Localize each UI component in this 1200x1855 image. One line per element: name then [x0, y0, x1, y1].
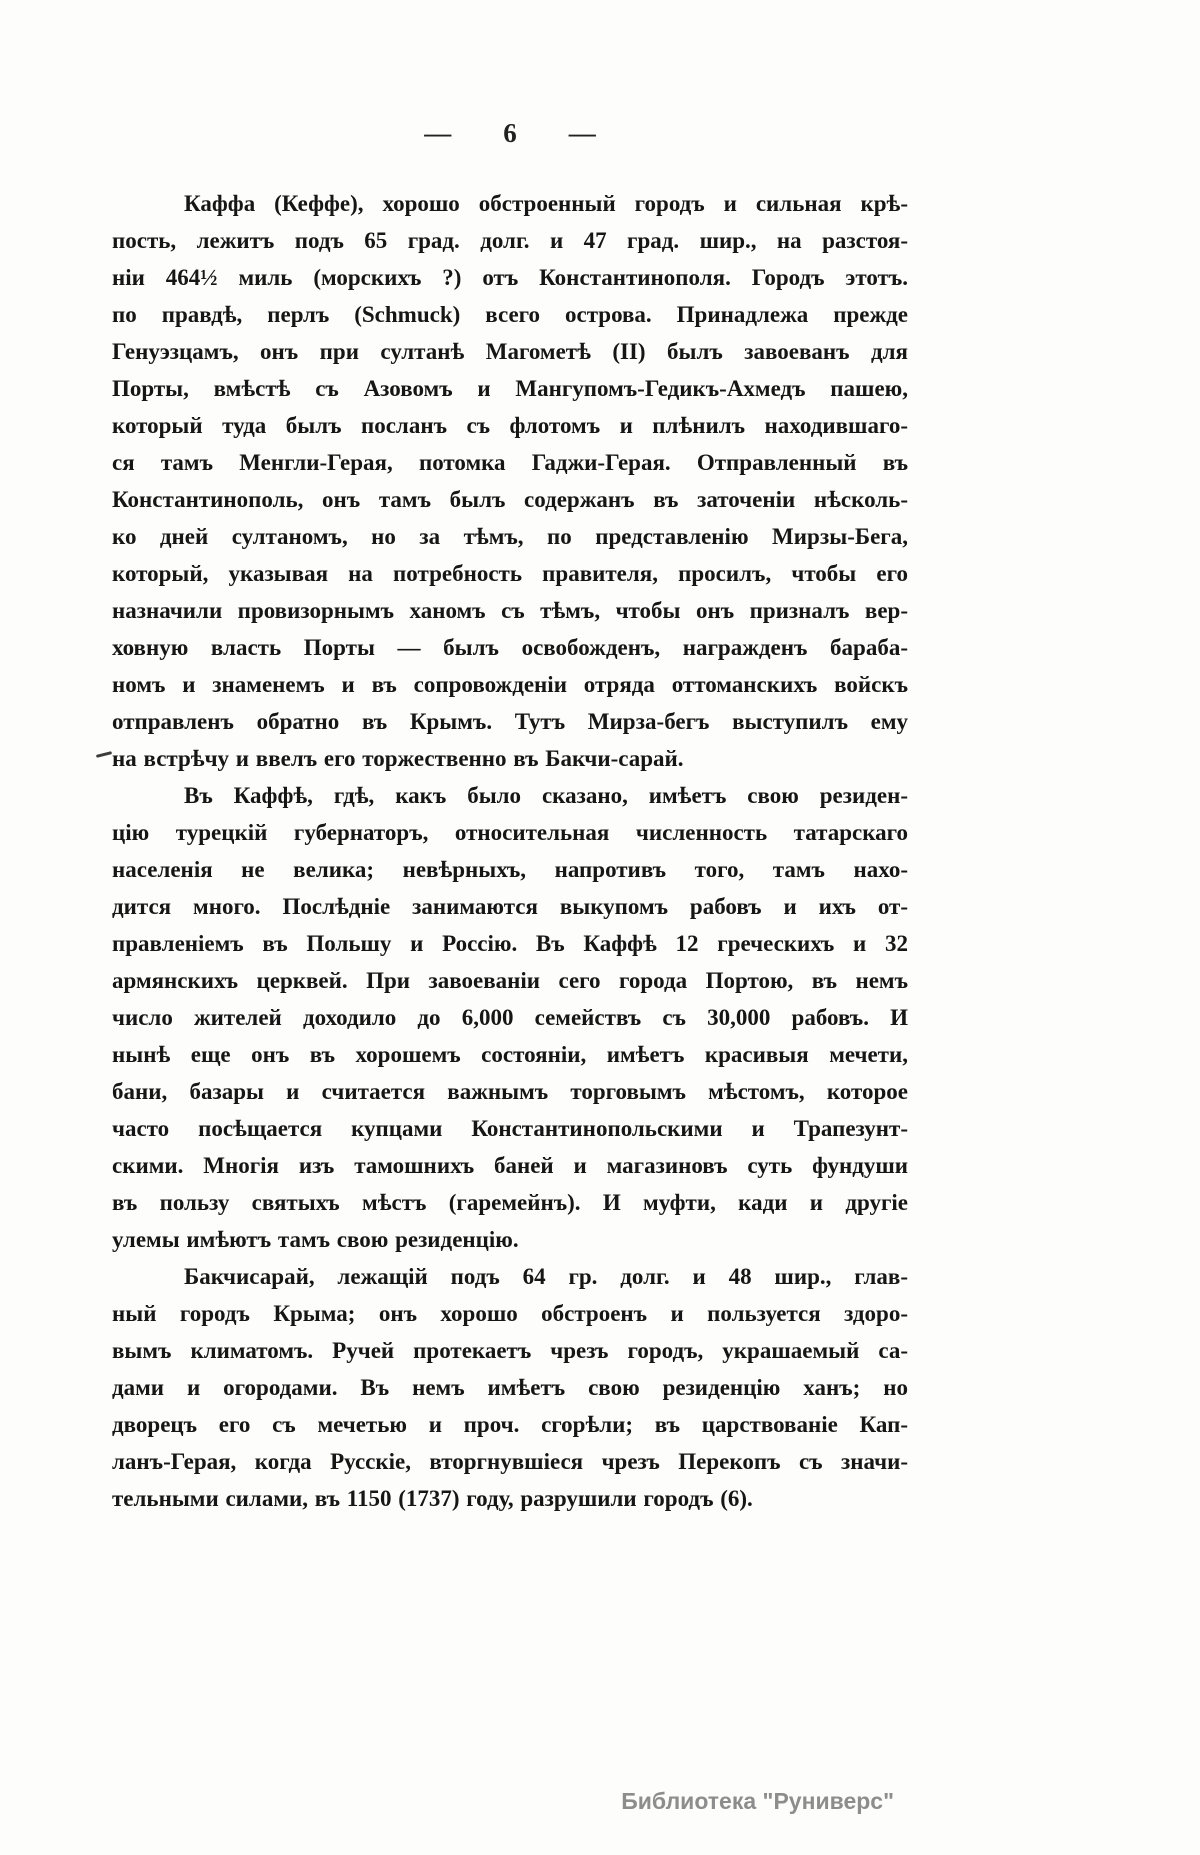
text-line: Порты, вмѣстѣ съ Азовомъ и Мангупомъ-Гедикъ-Ахмедъ пашею,: [112, 376, 908, 401]
text-line: Бакчисарай, лежащій подъ 64 гр. долг. и 48 шир., глав-: [184, 1264, 908, 1289]
library-watermark: Библиотека "Руниверс": [621, 1788, 894, 1814]
text-line: номъ и знаменемъ и въ сопровожденіи отряда оттоманскихъ войскъ: [112, 672, 908, 697]
text-line: пость, лежитъ подъ 65 град. долг. и 47 град. шир., на разстоя-: [112, 228, 908, 253]
text-line: цію турецкій губернаторъ, относительная численность татарскаго: [112, 820, 908, 845]
text-line: въ пользу святыхъ мѣстъ (гаремейнъ). И муфти, кади и другіе: [112, 1190, 908, 1215]
text-line: тельными силами, въ 1150 (1737) году, разрушили городъ (6).: [112, 1486, 753, 1511]
text-line: бани, базары и считается важнымъ торговымъ мѣстомъ, которое: [112, 1079, 908, 1104]
text-line: ко дней султаномъ, но за тѣмъ, по представленію Мирзы-Бега,: [112, 524, 908, 549]
header-left-dash: —: [424, 118, 452, 148]
text-line: часто посѣщается купцами Константинопольскими и Трапезунт-: [112, 1116, 908, 1141]
text-line: Въ Каффѣ, гдѣ, какъ было сказано, имѣетъ свою резиден-: [184, 783, 908, 808]
text-line: вымъ климатомъ. Ручей протекаетъ чрезъ городъ, украшаемый са-: [112, 1338, 908, 1363]
text-line: ланъ-Герая, когда Русскіе, вторгнувшіеся чрезъ Перекопъ съ значи-: [112, 1449, 908, 1474]
text-line: ніи 464½ миль (морскихъ ?) отъ Константинополя. Городъ этотъ.: [112, 265, 908, 290]
text-line: отправленъ обратно въ Крымъ. Тутъ Мирза-бегъ выступилъ ему: [112, 709, 908, 734]
text-line: Каффа (Кеффе), хорошо обстроенный городъ и сильная крѣ-: [184, 191, 908, 216]
text-line: ховную власть Порты — былъ освобожденъ, награжденъ бараба-: [112, 635, 908, 660]
page-number: 6: [503, 118, 517, 148]
text-line: ся тамъ Менгли-Герая, потомка Гаджи-Герая. Отправленный въ: [112, 450, 908, 475]
text-line: армянскихъ церквей. При завоеваніи сего города Портою, въ немъ: [112, 968, 908, 993]
body-text: [112, 185, 908, 1517]
text-line: назначили провизорнымъ ханомъ съ тѣмъ, чтобы онъ призналъ вер-: [112, 598, 908, 623]
text-line: нынѣ еще онъ въ хорошемъ состояніи, имѣетъ красивыя мечети,: [112, 1042, 908, 1067]
page-header: [112, 118, 908, 149]
margin-pencil-mark: [96, 751, 112, 758]
text-line: число жителей доходило до 6,000 семействъ съ 30,000 рабовъ. И: [112, 1005, 908, 1030]
text-line: дворецъ его съ мечетью и проч. сгорѣли; въ царствованіе Кап-: [112, 1412, 908, 1437]
text-line: по правдѣ, перлъ (Schmuck) всего острова. Принадлежа прежде: [112, 302, 908, 327]
text-line: на встрѣчу и ввелъ его торжественно въ Бакчи-сарай.: [112, 746, 684, 771]
text-column: [112, 118, 908, 1517]
text-line: улемы имѣютъ тамъ свою резиденцію.: [112, 1227, 519, 1252]
text-line: дами и огородами. Въ немъ имѣетъ свою резиденцію ханъ; но: [112, 1375, 908, 1400]
text-line: который туда былъ посланъ съ флотомъ и плѣнилъ находившаго-: [112, 413, 908, 438]
text-line: скими. Многія изъ тамошнихъ баней и магазиновъ суть фундуши: [112, 1153, 908, 1178]
text-line: который, указывая на потребность правителя, просилъ, чтобы его: [112, 561, 908, 586]
text-line: Константинополь, онъ тамъ былъ содержанъ въ заточеніи нѣсколь-: [112, 487, 908, 512]
text-line: населенія не велика; невѣрныхъ, напротивъ того, тамъ нахо-: [112, 857, 908, 882]
text-line: дится много. Послѣдніе занимаются выкупомъ рабовъ и ихъ от-: [112, 894, 908, 919]
text-line: ный городъ Крыма; онъ хорошо обстроенъ и пользуется здоро-: [112, 1301, 908, 1326]
header-right-dash: —: [568, 118, 596, 148]
text-line: правленіемъ въ Польшу и Россію. Въ Каффѣ 12 греческихъ и 32: [112, 931, 908, 956]
text-line: Генуэзцамъ, онъ при султанѣ Магометѣ (II) былъ завоеванъ для: [112, 339, 908, 364]
